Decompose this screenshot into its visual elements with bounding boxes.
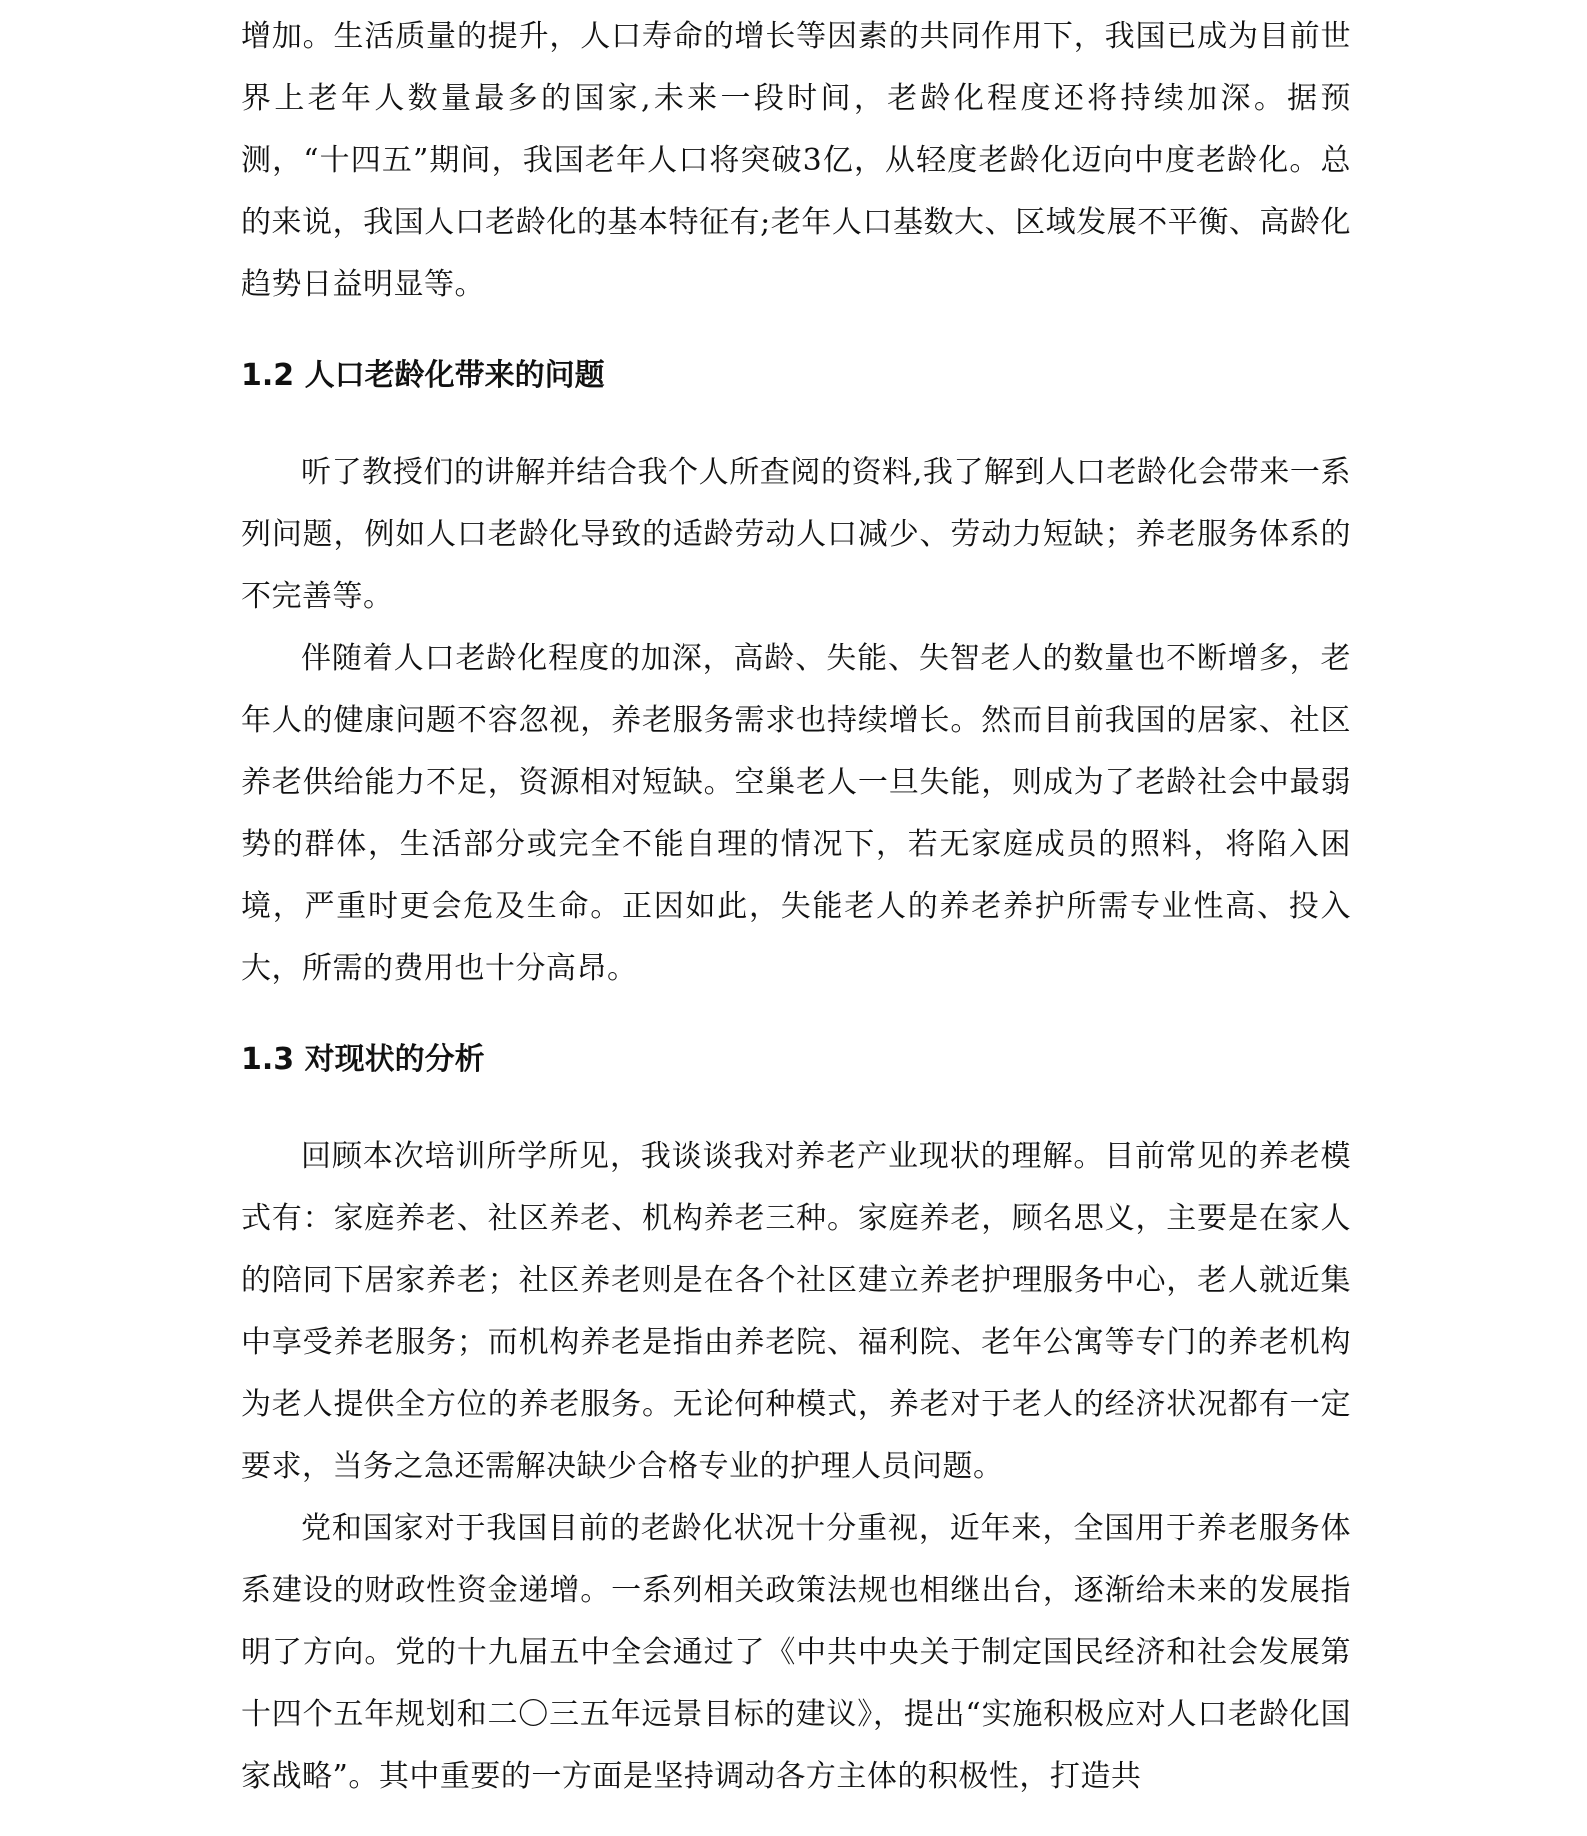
document-page: [241, 0, 1351, 1808]
section-heading-1-2: 1.2 人口老龄化带来的问题: [241, 358, 605, 393]
section-1-3-paragraph-2: 党和国家对于我国目前的老龄化状况十分重视，近年来，全国用于养老服务体系建设的财政性资金递增。一系列相关政策法规也相继出台，逐渐给未来的发展指明了方向。党的十九届五中全会通过了《中共中央关于制定国民经济和社会发展第十四个五年规划和二〇三五年远景目标的建议》，提出“实施积极应对人口老龄化国家战略”。其中重要的一方面是坚持调动各方主体的积极性，打造共: [241, 1511, 1351, 1794]
section-1-3-paragraph-1: 回顾本次培训所学所见，我谈谈我对养老产业现状的理解。目前常见的养老模式有：家庭养老、社区养老、机构养老三种。家庭养老，顾名思义，主要是在家人的陪同下居家养老；社区养老则是在各个社区建立养老护理服务中心，老人就近集中享受养老服务；而机构养老是指由养老院、福利院、老年公寓等专门的养老机构为老人提供全方位的养老服务。无论何种模式，养老对于老人的经济状况都有一定要求，当务之急还需解决缺少合格专业的护理人员问题。: [241, 1139, 1351, 1484]
intro-paragraph: 增加。生活质量的提升，人口寿命的增长等因素的共同作用下，我国已成为目前世界上老年人数量最多的国家,未来一段时间，老龄化程度还将持续加深。据预测，“十四五”期间，我国老年人口将突破3亿，从轻度老龄化迈向中度老龄化。总的来说，我国人口老龄化的基本特征有;老年人口基数大、区域发展不平衡、高龄化趋势日益明显等。: [241, 19, 1351, 302]
section-1-2-paragraph-2: 伴随着人口老龄化程度的加深，高龄、失能、失智老人的数量也不断增多，老年人的健康问题不容忽视，养老服务需求也持续增长。然而目前我国的居家、社区养老供给能力不足，资源相对短缺。空巢老人一旦失能，则成为了老龄社会中最弱势的群体，生活部分或完全不能自理的情况下，若无家庭成员的照料，将陷入困境，严重时更会危及生命。正因如此，失能老人的养老养护所需专业性高、投入大，所需的费用也十分高昂。: [241, 641, 1351, 986]
section-1-2-paragraph-1: 听了教授们的讲解并结合我个人所查阅的资料,我了解到人口老龄化会带来一系列问题，例如人口老龄化导致的适龄劳动人口减少、劳动力短缺；养老服务体系的不完善等。: [241, 455, 1351, 614]
section-heading-1-3: 1.3 对现状的分析: [241, 1042, 485, 1077]
